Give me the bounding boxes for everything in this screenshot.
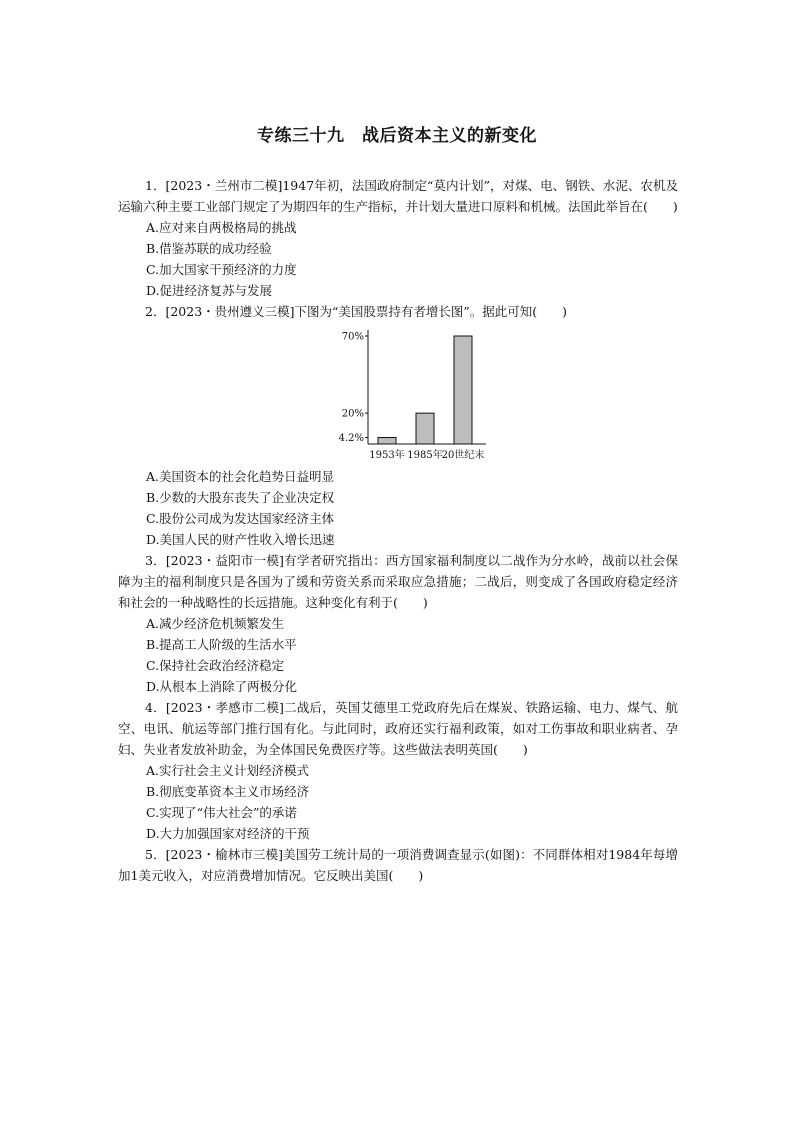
option-d: D.促进经济复苏与发展 (146, 283, 273, 298)
bar (454, 336, 472, 444)
option-d: D.从根本上消除了两极分化 (146, 679, 298, 694)
question-5 (118, 844, 678, 886)
bar (416, 413, 434, 444)
option-c: C.加大国家干预经济的力度 (146, 262, 297, 277)
question-stem: 1．[2023・兰州市二模]1947年初，法国政府制定“莫内计划”，对煤、电、钢铁、水泥、农机及运输六种主要工业部门规定了为期四年的生产指标，并计划大量进口原料和机械。法国此举旨在( ) (118, 178, 678, 214)
x-tick-label: 1953年 (369, 450, 405, 461)
option-b: B.彻底变革资本主义市场经济 (146, 784, 310, 799)
question-stem: 4．[2023・孝感市二模]二战后，英国艾德里工党政府先后在煤炭、铁路运输、电力、煤气、航空、电讯、航运等部门推行国有化。与此同时，政府还实行福利政策，如对工伤事故和职业病者、孕妇、失业者发放补助金，为全体国民免费医疗等。这些做法表明英国( ) (118, 700, 678, 757)
option-a: A.实行社会主义计划经济模式 (146, 763, 310, 778)
x-tick-label: 1985年 (407, 450, 443, 461)
stockholder-chart (118, 326, 678, 462)
option-c: C.股份公司成为发达国家经济主体 (146, 511, 335, 526)
question-1 (118, 175, 678, 301)
question-list (118, 175, 678, 886)
option-a: A.美国资本的社会化趋势日益明显 (146, 469, 335, 484)
y-tick-label: 4.2% (338, 433, 364, 445)
option-b: B.少数的大股东丧失了企业决定权 (146, 490, 335, 505)
option-d: D.大力加强国家对经济的干预 (146, 826, 310, 841)
question-2 (118, 301, 678, 550)
option-b: B.借鉴苏联的成功经验 (146, 241, 272, 256)
question-stem: 5．[2023・榆林市三模]美国劳工统计局的一项消费调查显示(如图)：不同群体相对1984年每增加1美元收入，对应消费增加情况。它反映出美国( ) (118, 847, 678, 883)
question-stem: 3．[2023・益阳市一模]有学者研究指出：西方国家福利制度以二战作为分水岭，战前以社会保障为主的福利制度只是各国为了缓和劳资关系而采取应急措施；二战后，则变成了各国政府稳定经济和社会的一种战略性的长远措施。这种变化有利于( ) (118, 553, 678, 610)
bar (378, 438, 396, 444)
option-b: B.提高工人阶级的生活水平 (146, 637, 297, 652)
option-a: A.应对来自两极格局的挑战 (146, 220, 297, 235)
option-c: C.实现了“伟大社会”的承诺 (146, 805, 297, 820)
page-title: 专练三十九 战后资本主义的新变化 (257, 126, 537, 146)
question-3 (118, 550, 678, 697)
y-tick-label: 20% (341, 408, 364, 420)
bar-chart-svg (318, 326, 498, 462)
question-4 (118, 697, 678, 844)
option-d: D.美国人民的财产性收入增长迅速 (146, 532, 335, 547)
option-c: C.保持社会政治经济稳定 (146, 658, 285, 673)
option-a: A.减少经济危机频繁发生 (146, 616, 285, 631)
question-stem: 2．[2023・贵州遵义三模]下图为“美国股票持有者增长图”。据此可知( ) (145, 304, 568, 319)
y-tick-label: 70% (341, 331, 364, 343)
x-tick-label: 20世纪末 (441, 450, 485, 461)
